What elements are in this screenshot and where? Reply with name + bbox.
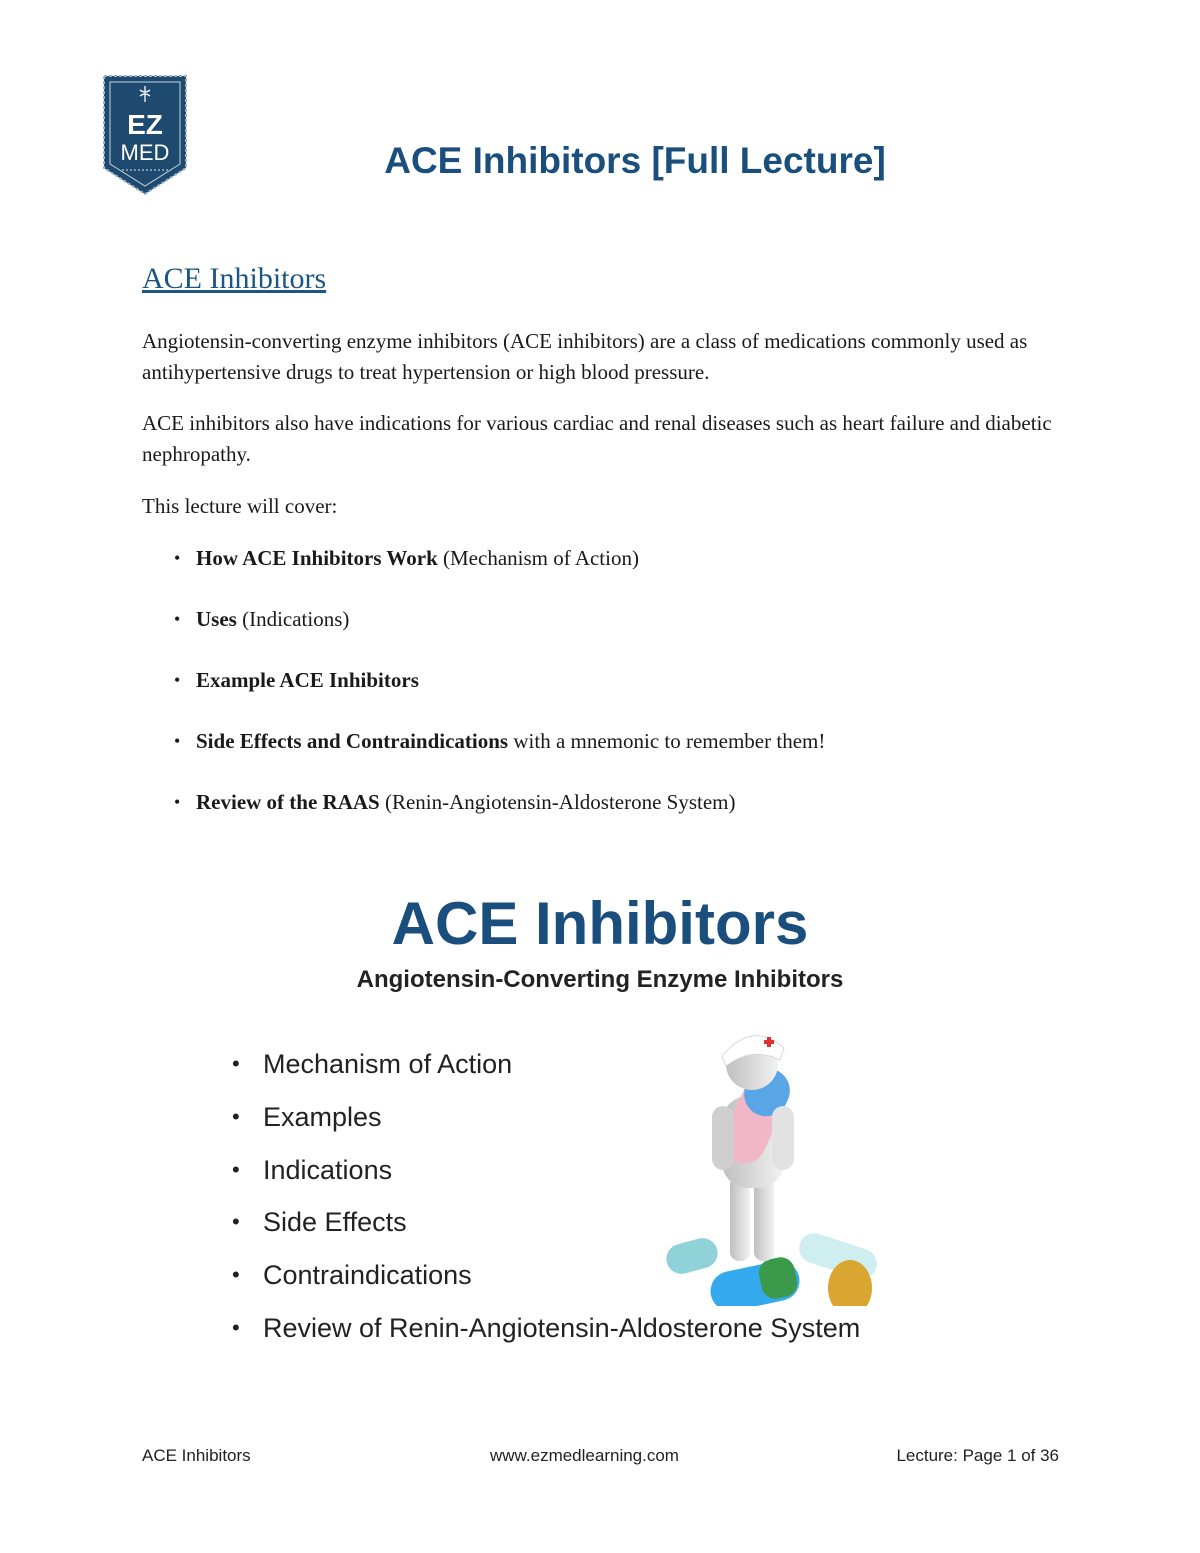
slide-title: ACE Inhibitors [391,890,809,957]
list-item [170,787,825,848]
footer-document-name: ACE Inhibitors [142,1446,251,1465]
topic-bold: Side Effects and Contraindications [196,729,509,753]
logo-line2: MED [120,140,170,165]
list-item [170,665,825,726]
list-item [170,726,825,787]
slide-list-item: • Contraindications [230,1257,860,1310]
slide-list-item: • Mechanism of Action [230,1046,860,1099]
slide-list-item: • Review of Renin-Angiotensin-Aldosterone System [230,1310,860,1363]
document-title: ACE Inhibitors [Full Lecture] [384,140,886,181]
footer-website: www.ezmedlearning.com [490,1446,679,1465]
cover-intro: This lecture will cover: [142,494,338,518]
slide-subtitle: Angiotensin-Converting Enzyme Inhibitors [356,966,844,993]
slide-image [230,886,970,1356]
topic-rest: with a mnemonic to remember them! [508,729,826,753]
logo-line1: EZ [127,109,163,140]
intro-paragraph: Angiotensin-converting enzyme inhibitors (ACE inhibitors) are a class of medications commonly used as antihypertensive drugs to treat hypertension or high blood pressure. [142,329,1028,384]
slide-list-item: • Examples [230,1099,860,1152]
slide-list-item: • Side Effects [230,1204,860,1257]
topic-bold: Review of the RAAS [196,790,380,814]
slide-list-item: • Indications [230,1152,860,1205]
list-item [170,604,825,665]
page-footer [142,1446,1059,1470]
section-heading: ACE Inhibitors [142,262,327,295]
list-item [170,543,825,604]
lecture-topics-list [170,543,825,848]
topic-bold: How ACE Inhibitors Work [196,546,438,570]
nurse-figure-icon [660,1026,890,1306]
topic-bold: Uses [196,607,237,631]
topic-rest: (Mechanism of Action) [437,546,639,570]
topic-rest: (Indications) [236,607,350,631]
footer-page-number: Lecture: Page 1 of 36 [896,1446,1059,1465]
topic-rest: (Renin-Angiotensin-Aldosterone System) [379,790,736,814]
topic-bold: Example ACE Inhibitors [196,668,419,692]
indications-paragraph: ACE inhibitors also have indications for various cardiac and renal diseases such as heart failure and diabetic nephropathy. [142,411,1052,466]
